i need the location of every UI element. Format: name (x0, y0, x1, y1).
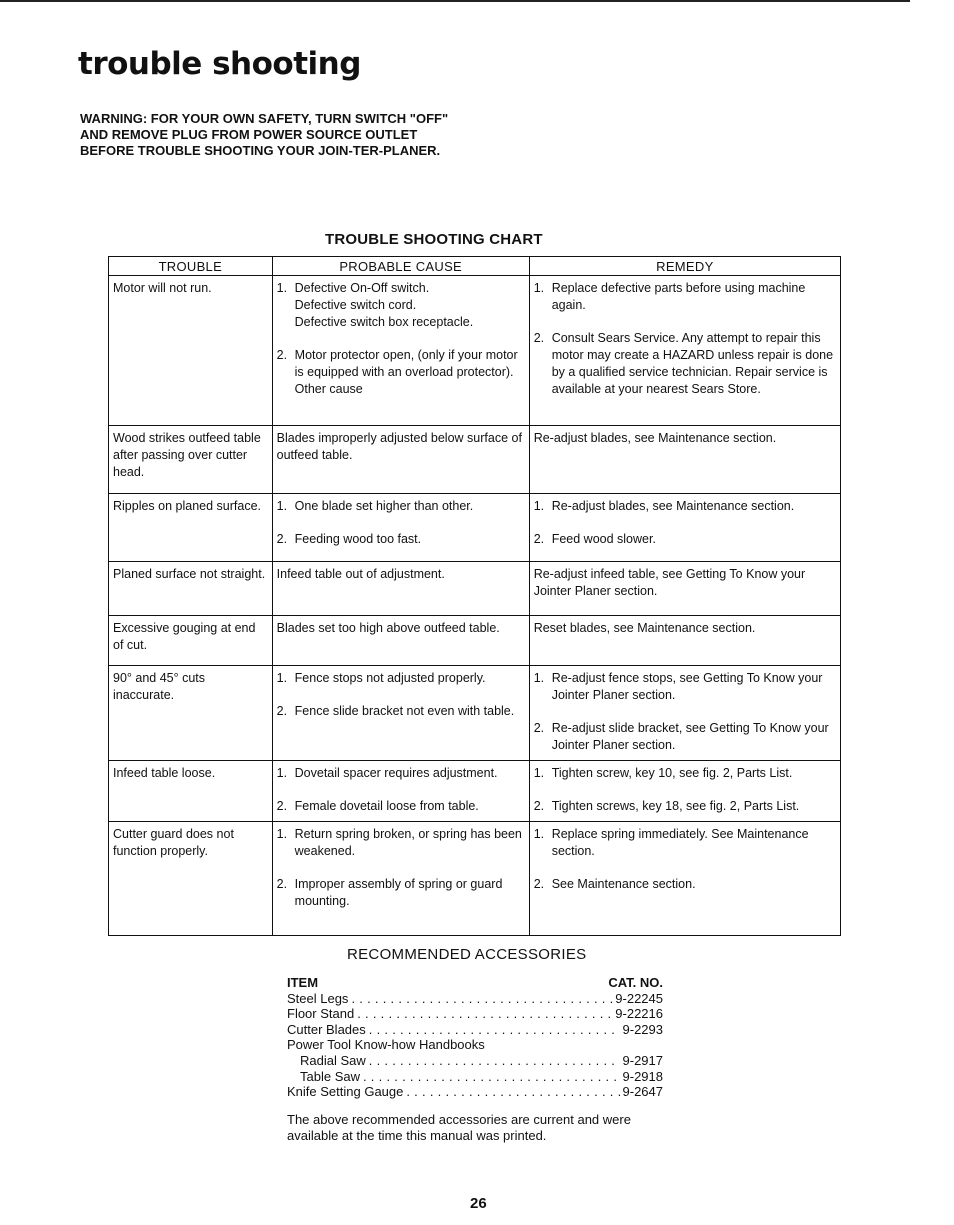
accessory-name: Cutter Blades (287, 1021, 366, 1037)
accessories-note: The above recommended accessories are current and were available at the time this manual was printed. (287, 1112, 631, 1143)
accessory-item (287, 1006, 663, 1022)
spacer (534, 860, 836, 876)
item-number: 2. (276, 799, 288, 813)
item-text: Female dovetail loose from table. (294, 799, 479, 813)
list-item (534, 430, 836, 447)
list-item (277, 280, 525, 331)
table-row (109, 761, 841, 822)
item-text: Improper assembly of spring or guard mounting. (294, 877, 503, 908)
accessories-title: RECOMMENDED ACCESSORIES (347, 946, 587, 963)
list-item (277, 498, 525, 515)
spacer (534, 515, 836, 531)
page-title: trouble shooting (78, 46, 361, 82)
item-text: Fence slide bracket not even with table. (294, 704, 515, 718)
list-item (277, 347, 525, 398)
header-trouble: TROUBLE (109, 257, 273, 276)
accessory-name: Knife Setting Gauge (287, 1084, 404, 1100)
item-text: Dovetail spacer requires adjustment. (294, 766, 498, 780)
spacer (277, 860, 525, 876)
probable-cause-cell (272, 616, 529, 666)
list-item (277, 826, 525, 860)
item-number: 1. (533, 281, 545, 295)
accessory-item (287, 1053, 663, 1069)
table-row (109, 616, 841, 666)
remedy-cell (529, 562, 840, 616)
probable-cause-cell (272, 494, 529, 562)
list-item (277, 531, 525, 548)
probable-cause-cell (272, 822, 529, 936)
list-item (277, 670, 525, 687)
item-text: Fence stops not adjusted properly. (294, 671, 486, 685)
trouble-cell: Infeed table loose. (109, 761, 273, 822)
table-row (109, 276, 841, 426)
spacer (534, 704, 836, 720)
spacer (277, 331, 525, 347)
list-item (277, 620, 525, 637)
list-item (277, 703, 525, 720)
accessory-name: Radial Saw (300, 1052, 366, 1068)
item-text: Tighten screws, key 18, see fig. 2, Parts List. (551, 799, 800, 813)
spacer (277, 515, 525, 531)
trouble-shooting-table (108, 256, 841, 936)
remedy-cell (529, 616, 840, 666)
item-text: Replace defective parts before using machine again. (551, 281, 806, 312)
remedy-cell (529, 276, 840, 426)
item-number: 2. (533, 799, 545, 813)
accessory-item (287, 1069, 663, 1085)
item-text: See Maintenance section. (551, 877, 696, 891)
spacer (277, 782, 525, 798)
leader-dots (357, 1006, 612, 1022)
item-number: 2. (533, 331, 545, 345)
leader-dots (369, 1022, 620, 1038)
item-number: 1. (276, 281, 288, 295)
accessory-name: Steel Legs (287, 990, 349, 1006)
item-text: Tighten screw, key 10, see fig. 2, Parts List. (551, 766, 793, 780)
item-number: 2. (533, 721, 545, 735)
accessory-cat-no: 9-2918 (622, 1068, 663, 1084)
item-number: 1. (276, 671, 288, 685)
list-item (534, 498, 836, 515)
header-probable-cause: PROBABLE CAUSE (272, 257, 529, 276)
accessory-cat-no: 9-2293 (622, 1021, 663, 1037)
trouble-cell: Planed surface not straight. (109, 562, 273, 616)
remedy-cell (529, 666, 840, 761)
trouble-cell: 90° and 45° cuts inaccurate. (109, 666, 273, 761)
remedy-cell (529, 426, 840, 494)
item-text: One blade set higher than other. (294, 499, 474, 513)
item-text: Blades improperly adjusted below surface of outfeed table. (276, 431, 522, 462)
trouble-cell: Excessive gouging at end of cut. (109, 616, 273, 666)
leader-dots (406, 1084, 619, 1100)
list-item (277, 430, 525, 464)
accessory-cat-no: 9-22216 (615, 1006, 663, 1022)
table-row (109, 426, 841, 494)
list-item (534, 566, 836, 600)
item-text: Consult Sears Service. Any attempt to repair this motor may create a HAZARD unless repair is done by a qualified service technician. Repair service is available at your nearest Sears Store. (551, 331, 834, 396)
item-text: Replace spring immediately. See Maintenance section. (551, 827, 809, 858)
spacer (534, 782, 836, 798)
item-text: Feeding wood too fast. (294, 532, 422, 546)
table-row (109, 822, 841, 936)
list-item (534, 670, 836, 704)
accessory-item (287, 991, 663, 1007)
list-item (277, 566, 525, 583)
chart-title: TROUBLE SHOOTING CHART (325, 231, 543, 248)
item-text: Re-adjust blades, see Maintenance section. (533, 431, 777, 445)
item-number: 1. (276, 499, 288, 513)
item-text: Defective On-Off switch. Defective switch cord. Defective switch box receptacle. (294, 281, 474, 329)
leader-dots (369, 1053, 620, 1069)
list-item (277, 876, 525, 910)
table-row (109, 562, 841, 616)
accessory-item (287, 1022, 663, 1038)
trouble-cell: Wood strikes outfeed table after passing over cutter head. (109, 426, 273, 494)
item-number: 1. (276, 766, 288, 780)
item-text: Infeed table out of adjustment. (276, 567, 445, 581)
item-text: Blades set too high above outfeed table. (276, 621, 500, 635)
header-remedy: REMEDY (529, 257, 840, 276)
item-number: 1. (533, 671, 545, 685)
accessory-cat-no: 9-2647 (622, 1084, 663, 1100)
spacer (534, 314, 836, 330)
remedy-cell (529, 494, 840, 562)
probable-cause-cell (272, 276, 529, 426)
leader-dots (351, 991, 612, 1007)
table-row (109, 666, 841, 761)
item-text: Re-adjust slide bracket, see Getting To Know your Jointer Planer section. (551, 721, 829, 752)
item-number: 2. (533, 877, 545, 891)
item-text: Feed wood slower. (551, 532, 656, 546)
list-item (534, 798, 836, 815)
accessory-cat-no: 9-22245 (615, 990, 663, 1006)
item-number: 1. (276, 827, 288, 841)
item-number: 1. (533, 827, 545, 841)
page-number: 26 (470, 1195, 487, 1212)
accessories-header (287, 975, 663, 991)
item-number: 2. (276, 348, 288, 362)
trouble-cell: Motor will not run. (109, 276, 273, 426)
accessory-name: Floor Stand (287, 1006, 355, 1022)
trouble-cell: Cutter guard does not function properly. (109, 822, 273, 936)
trouble-cell: Ripples on planed surface. (109, 494, 273, 562)
item-number: 1. (533, 499, 545, 513)
list-item (534, 531, 836, 548)
probable-cause-cell (272, 666, 529, 761)
accessory-name: Power Tool Know-how Handbooks (287, 1037, 485, 1053)
top-rule (0, 0, 910, 2)
item-text: Motor protector open, (only if your motor is equipped with an overload protector). Other cause (294, 348, 518, 396)
remedy-cell (529, 822, 840, 936)
probable-cause-cell (272, 761, 529, 822)
accessory-cat-no: 9-2917 (622, 1052, 663, 1068)
probable-cause-cell (272, 426, 529, 494)
list-item (277, 765, 525, 782)
item-text: Re-adjust infeed table, see Getting To Know your Jointer Planer section. (533, 567, 806, 598)
list-item (277, 798, 525, 815)
list-item (534, 876, 836, 893)
accessory-name: Table Saw (300, 1068, 360, 1084)
item-text: Return spring broken, or spring has been weakened. (294, 827, 522, 858)
item-number: 2. (533, 532, 545, 546)
table-row (109, 494, 841, 562)
accessory-item (287, 1037, 663, 1053)
item-number: 1. (533, 766, 545, 780)
list-item (534, 720, 836, 754)
probable-cause-cell (272, 562, 529, 616)
list-item (534, 826, 836, 860)
remedy-cell (529, 761, 840, 822)
accessory-item (287, 1084, 663, 1100)
leader-dots (363, 1069, 620, 1085)
item-text: Reset blades, see Maintenance section. (533, 621, 756, 635)
table-header-row (109, 257, 841, 276)
list-item (534, 620, 836, 637)
spacer (277, 687, 525, 703)
list-item (534, 330, 836, 398)
item-header: ITEM (287, 975, 319, 990)
item-number: 2. (276, 532, 288, 546)
item-number: 2. (276, 877, 288, 891)
accessories-list (287, 975, 663, 1100)
safety-warning: WARNING: FOR YOUR OWN SAFETY, TURN SWITCH "OFF" AND REMOVE PLUG FROM POWER SOURCE OUTLET BEFORE TROUBLE SHOOTING YOUR JOIN-TER-PLANER. (80, 111, 449, 158)
item-text: Re-adjust fence stops, see Getting To Know your Jointer Planer section. (551, 671, 823, 702)
item-text: Re-adjust blades, see Maintenance section. (551, 499, 795, 513)
list-item (534, 280, 836, 314)
cat-no-header: CAT. NO. (608, 975, 663, 990)
list-item (534, 765, 836, 782)
item-number: 2. (276, 704, 288, 718)
